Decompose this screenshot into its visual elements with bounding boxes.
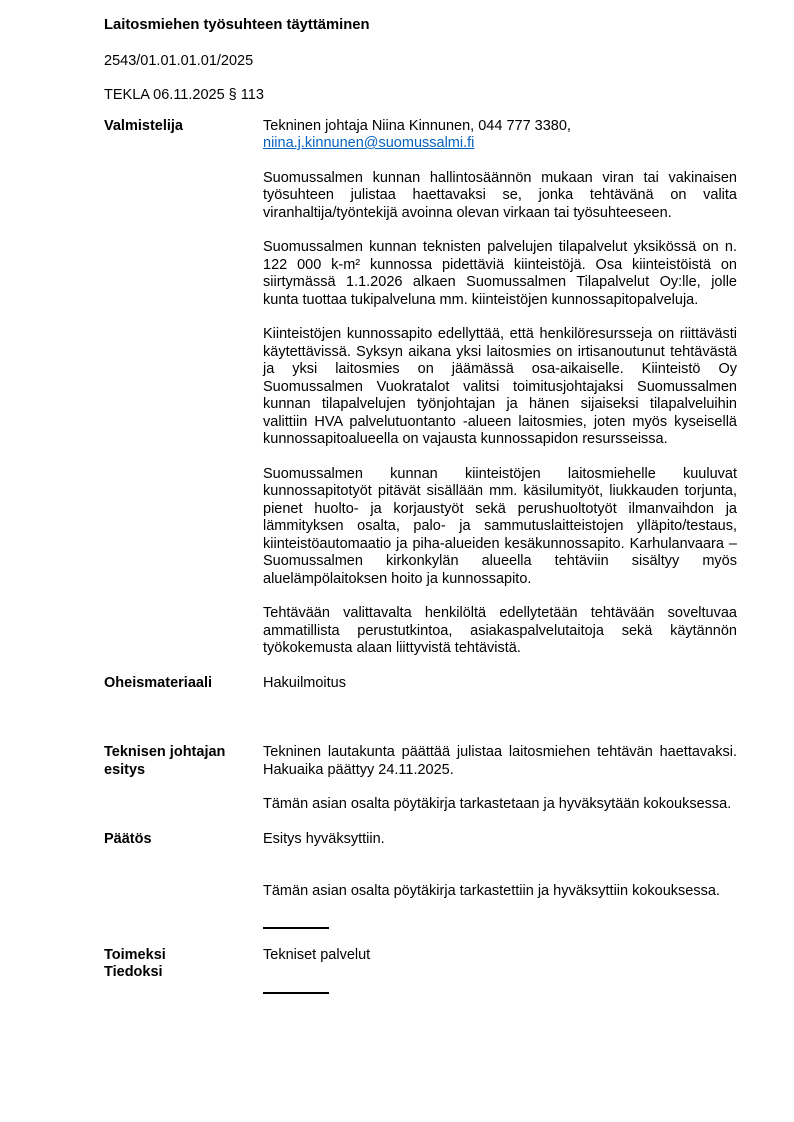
valmistelija-paragraph-3: Kiinteistöjen kunnossapito edellyttää, että henkilöresursseja on riittävästi käytettävissä. Syksyn aikana yksi laitosmies on irtisanoutunut tehtävästä ja yksi laitosmies on jäämässä osa-aikaiselle. Kiinteistö Oy Suomussalmen Vuokratalot valitsi toimitusjohtajaksi Suomussalmen kunnan tilapalvelujen työnjohtajan ja hänen sijaiseksi tilapalveluihin valittiin HVA palvelutuontanto -alueen laitosmies, joten myös kyseisellä kunnossapitoalueella on vajausta kunnossapidon resursseissa. [263,326,737,447]
oheismateriaali-label: Oheismateriaali [104,674,212,691]
toimeksi-label [104,947,263,982]
esitys-label-line1: Teknisen johtajan [104,744,226,760]
preparer-email-link[interactable]: niina.j.kinnunen@suomussalmi.fi [263,135,475,151]
oheismateriaali-content [263,675,737,710]
section-oheismateriaali [104,675,737,710]
toimeksi-label-line2: Tiedoksi [104,964,163,980]
esitys-label-line2: esitys [104,761,146,778]
toimeksi-label-line1: Toimeksi [104,946,166,963]
section-toimeksi-tiedoksi [104,947,737,1013]
toimeksi-text: Tekniset palvelut [263,946,371,963]
paatos-decision-text: Esitys hyväksyttiin. [263,830,385,847]
valmistelija-paragraph-4: Suomussalmen kunnan kiinteistöjen laitosmiehelle kuuluvat kunnossapitotyöt pitävät sisällään mm. käsilumityöt, liukkauden torjunta, pienet huolto- ja korjaustyöt sekä perushuoltotyöt ilmanvaihdon ja lämmityksen osalta, palo- ja sammutuslaitteistojen ylläpito/testaus, kiinteistöautomaatio ja piha-alueiden kesäkunnossapito. Karhulanvaara – Suomussalmen kirkonkylän alueella tehtäviin sisältyy myös aluelämpölaitoksen hoito ja kunnossapito. [263,465,737,587]
signature-divider-2 [263,992,329,994]
paatos-paragraph-2: Tämän asian osalta pöytäkirja tarkastettiin ja hyväksyttiin kokouksessa. [263,883,720,899]
toimeksi-content [263,947,737,1013]
paatos-content [263,831,737,947]
esitys-label [104,744,263,779]
preparer-contact-line: Tekninen johtaja Niina Kinnunen, 044 777 3380, [263,117,571,134]
valmistelija-paragraph-5: Tehtävään valittavalta henkilöltä edellytetään tehtävään soveltuvaa ammatillista perustutkintoa, asiakaspalvelutaitoja sekä käytännön työkokemusta alaan liittyvistä tehtävistä. [263,605,737,656]
valmistelija-label: Valmistelija [104,117,183,134]
document-title: Laitosmiehen työsuhteen täyttäminen [104,17,370,33]
section-valmistelija [104,118,737,675]
paatos-label: Päätös [104,830,152,847]
section-paatos [104,831,737,947]
valmistelija-paragraph-1: Suomussalmen kunnan hallintosäännön mukaan viran tai vakinaisen työsuhteen julistaa haettavaksi se, jonka tehtävänä on valita viranhaltija/työntekijä avoinna olevan virkaan tai työsuhteeseen. [263,169,737,221]
esitys-paragraph-1: Tekninen lautakunta päättää julistaa laitosmiehen tehtävän haettavaksi. Hakuaika päättyy 24.11.2025. [263,744,737,778]
esitys-content [263,744,737,831]
section-teknisen-johtajan-esitys [104,744,737,831]
oheismateriaali-text: Hakuilmoitus [263,674,346,691]
meeting-reference: TEKLA 06.11.2025 § 113 [104,87,264,103]
case-number: 2543/01.01.01.01/2025 [104,52,254,69]
esitys-paragraph-2: Tämän asian osalta pöytäkirja tarkastetaan ja hyväksytään kokouksessa. [263,796,732,812]
preparer-contact [263,118,737,153]
valmistelija-paragraph-2: Suomussalmen kunnan teknisten palvelujen tilapalvelut yksikössä on n. 122 000 k-m² kunnossa pidettäviä kiinteistöjä. Osa kiinteistöistä on siirtymässä 1.1.2026 alkaen Suomussalmen Tilapalvelut Oy:lle, jolle kunta tuottaa tukipalveluna mm. kiinteistöjen kunnossapitopalveluja. [263,239,737,308]
valmistelija-content [263,118,737,675]
signature-divider-1 [263,927,329,929]
